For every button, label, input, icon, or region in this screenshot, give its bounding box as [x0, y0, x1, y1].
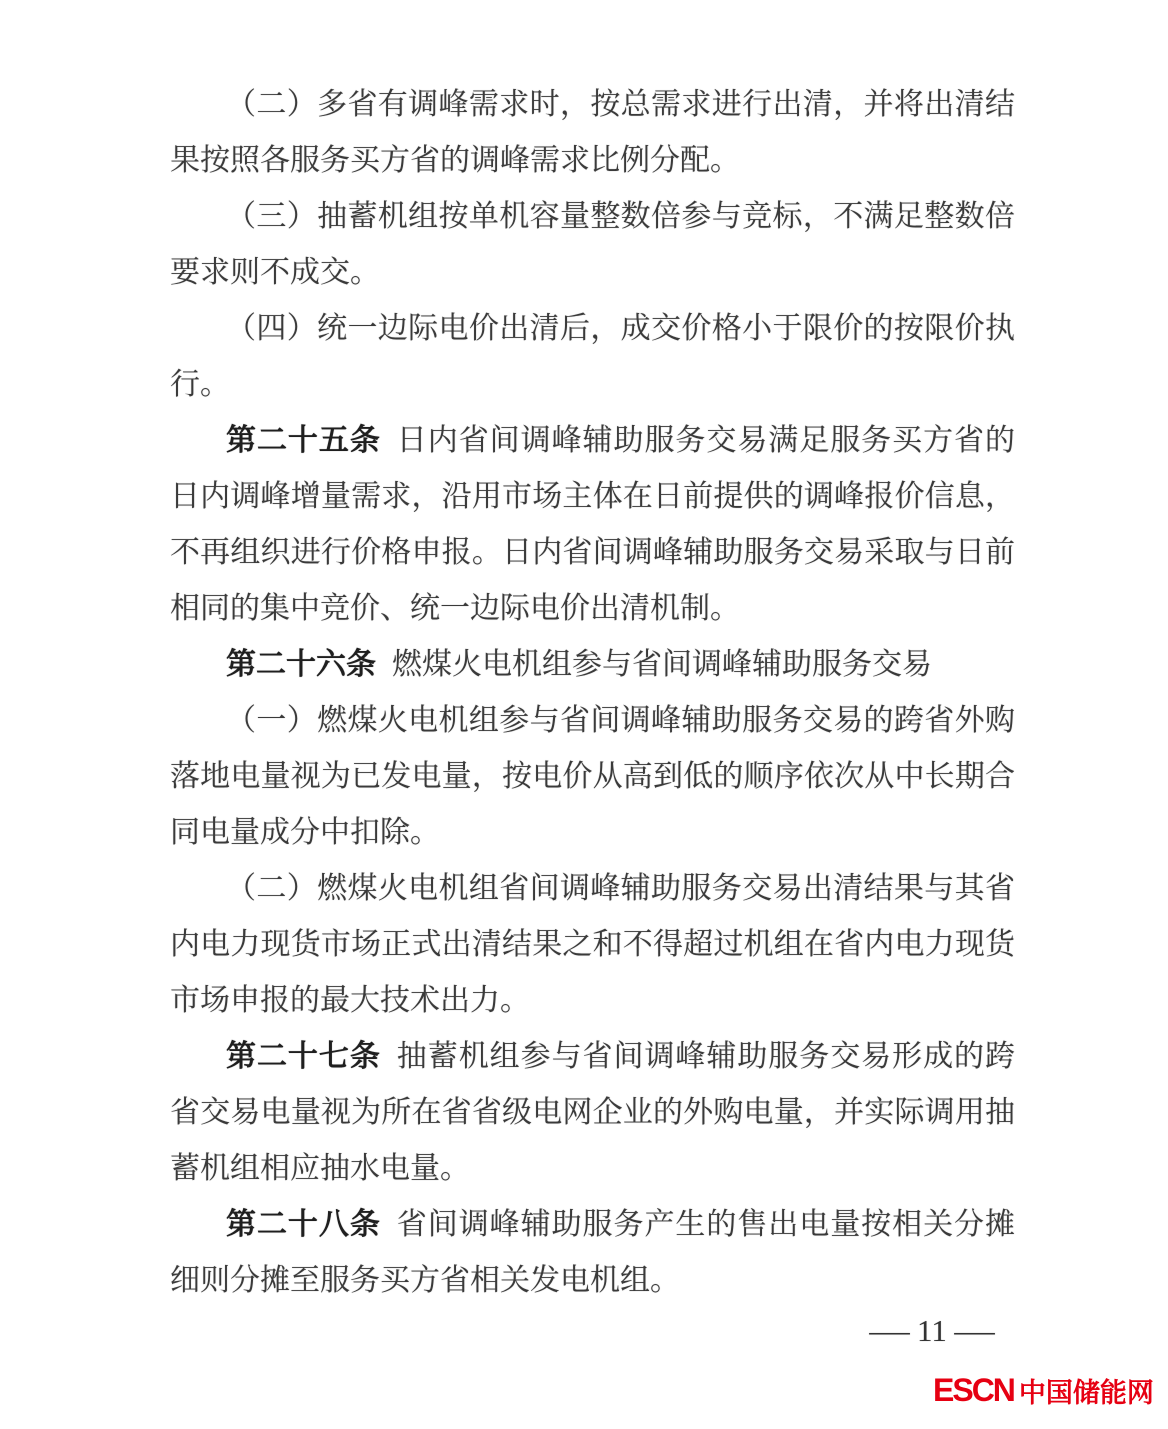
text-line: 省交易电量视为所在省省级电网企业的外购电量，并实际调用抽	[170, 1096, 1015, 1129]
article-heading: 第二十五条	[226, 424, 381, 457]
text-line: （四）统一边际电价出清后，成交价格小于限价的按限价执	[226, 312, 1015, 345]
text-line: 日内调峰增量需求，沿用市场主体在日前提供的调峰报价信息，	[170, 480, 1015, 513]
page-number	[869, 1313, 995, 1349]
text-line: 第二十五条 日内省间调峰辅助服务交易满足服务买方省的	[226, 424, 1016, 457]
text-line: 不再组织进行价格申报。日内省间调峰辅助服务交易采取与日前	[170, 536, 1015, 569]
text-line: （一）燃煤火电机组参与省间调峰辅助服务交易的跨省外购	[226, 704, 1015, 737]
page-number-dash-right: —	[954, 1313, 995, 1348]
text-line: 内电力现货市场正式出清结果之和不得超过机组在省内电力现货	[170, 928, 1015, 961]
text-line: 蓄机组相应抽水电量。	[170, 1152, 470, 1185]
text-line: 细则分摊至服务买方省相关发电机组。	[170, 1264, 680, 1297]
logo-escn-text: ESCN	[933, 1372, 1014, 1408]
article-heading: 第二十七条	[226, 1040, 381, 1073]
site-logo	[933, 1371, 1154, 1410]
text-lines	[170, 77, 1015, 1309]
page-number-value: 11	[917, 1313, 947, 1348]
text-line: 果按照各服务买方省的调峰需求比例分配。	[170, 144, 740, 177]
text-line: 同电量成分中扣除。	[170, 816, 440, 849]
article-heading: 第二十六条	[226, 648, 376, 681]
text-line: （三）抽蓄机组按单机容量整数倍参与竞标，不满足整数倍	[226, 200, 1015, 233]
text-line: 行。	[170, 368, 230, 401]
text-line: （二）多省有调峰需求时，按总需求进行出清，并将出清结	[226, 88, 1015, 121]
text-line: 第二十八条 省间调峰辅助服务产生的售出电量按相关分摊	[226, 1208, 1016, 1241]
logo-chinese-text: 中国储能网	[1018, 1378, 1154, 1408]
text-line: 第二十七条 抽蓄机组参与省间调峰辅助服务交易形成的跨	[226, 1040, 1016, 1073]
article-heading: 第二十八条	[226, 1208, 381, 1241]
text-line: 第二十六条 燃煤火电机组参与省间调峰辅助服务交易	[226, 648, 932, 681]
text-line: 相同的集中竞价、统一边际电价出清机制。	[170, 592, 740, 625]
text-line: 市场申报的最大技术出力。	[170, 984, 530, 1017]
text-line: 要求则不成交。	[170, 256, 380, 289]
page-number-dash-left: —	[869, 1313, 910, 1348]
text-line: （二）燃煤火电机组省间调峰辅助服务交易出清结果与其省	[226, 872, 1015, 905]
text-line: 落地电量视为已发电量，按电价从高到低的顺序依次从中长期合	[170, 760, 1015, 793]
